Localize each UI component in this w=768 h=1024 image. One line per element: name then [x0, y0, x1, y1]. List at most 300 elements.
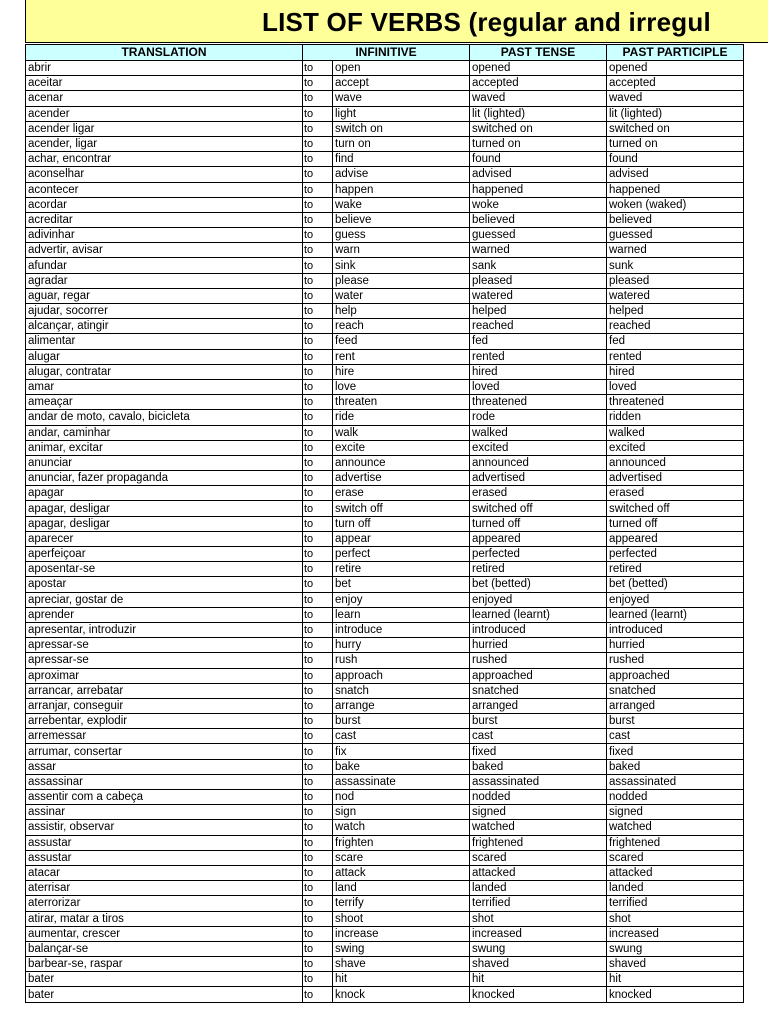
past-participle-cell: bet (betted) [607, 577, 744, 592]
past-tense-cell: rode [470, 410, 607, 425]
infinitive-cell: swing [333, 941, 470, 956]
to-cell: to [303, 516, 333, 531]
table-row [26, 273, 744, 288]
past-participle-cell: learned (learnt) [607, 607, 744, 622]
infinitive-cell: wake [333, 197, 470, 212]
table-row [26, 61, 744, 76]
to-cell: to [303, 364, 333, 379]
translation-cell: alugar, contratar [26, 364, 303, 379]
table-row [26, 972, 744, 987]
past-tense-cell: cast [470, 729, 607, 744]
to-cell: to [303, 607, 333, 622]
translation-cell: apagar [26, 486, 303, 501]
table-row [26, 941, 744, 956]
past-tense-cell: happened [470, 182, 607, 197]
past-tense-cell: approached [470, 668, 607, 683]
past-tense-cell: switched off [470, 501, 607, 516]
translation-cell: arrumar, consertar [26, 744, 303, 759]
infinitive-cell: retire [333, 562, 470, 577]
verbs-table [25, 44, 744, 1003]
to-cell: to [303, 106, 333, 121]
to-cell: to [303, 258, 333, 273]
to-cell: to [303, 319, 333, 334]
translation-cell: acender [26, 106, 303, 121]
past-participle-cell: scared [607, 850, 744, 865]
infinitive-cell: warn [333, 243, 470, 258]
past-participle-cell: knocked [607, 987, 744, 1002]
table-row [26, 865, 744, 880]
past-participle-cell: lit (lighted) [607, 106, 744, 121]
translation-cell: arranjar, conseguir [26, 698, 303, 713]
past-participle-cell: swung [607, 941, 744, 956]
to-cell: to [303, 972, 333, 987]
past-tense-cell: woke [470, 197, 607, 212]
translation-cell: acender, ligar [26, 136, 303, 151]
to-cell: to [303, 835, 333, 850]
past-tense-cell: helped [470, 304, 607, 319]
infinitive-cell: approach [333, 668, 470, 683]
past-participle-cell: introduced [607, 622, 744, 637]
table-row [26, 304, 744, 319]
past-participle-cell: excited [607, 440, 744, 455]
table-row [26, 653, 744, 668]
to-cell: to [303, 911, 333, 926]
past-tense-cell: erased [470, 486, 607, 501]
to-cell: to [303, 531, 333, 546]
table-row [26, 152, 744, 167]
infinitive-cell: excite [333, 440, 470, 455]
translation-cell: apreciar, gostar de [26, 592, 303, 607]
infinitive-cell: water [333, 288, 470, 303]
translation-cell: aconselhar [26, 167, 303, 182]
infinitive-cell: happen [333, 182, 470, 197]
translation-cell: alimentar [26, 334, 303, 349]
past-tense-cell: attacked [470, 865, 607, 880]
past-participle-cell: frightened [607, 835, 744, 850]
translation-cell: atirar, matar a tiros [26, 911, 303, 926]
table-row [26, 197, 744, 212]
verb-rows [26, 61, 744, 1003]
table-row [26, 501, 744, 516]
past-participle-cell: accepted [607, 76, 744, 91]
table-row [26, 562, 744, 577]
past-tense-cell: turned off [470, 516, 607, 531]
translation-cell: ajudar, socorrer [26, 304, 303, 319]
translation-cell: acreditar [26, 212, 303, 227]
table-row [26, 319, 744, 334]
infinitive-cell: learn [333, 607, 470, 622]
to-cell: to [303, 471, 333, 486]
past-tense-cell: excited [470, 440, 607, 455]
past-tense-cell: found [470, 152, 607, 167]
to-cell: to [303, 440, 333, 455]
to-cell: to [303, 486, 333, 501]
infinitive-cell: watch [333, 820, 470, 835]
table-row [26, 121, 744, 136]
infinitive-cell: advertise [333, 471, 470, 486]
past-participle-cell: arranged [607, 698, 744, 713]
past-tense-cell: knocked [470, 987, 607, 1002]
past-participle-cell: baked [607, 759, 744, 774]
past-participle-cell: fed [607, 334, 744, 349]
to-cell: to [303, 805, 333, 820]
past-participle-cell: appeared [607, 531, 744, 546]
translation-cell: alugar [26, 349, 303, 364]
to-cell: to [303, 425, 333, 440]
past-participle-cell: watered [607, 288, 744, 303]
past-tense-cell: watched [470, 820, 607, 835]
translation-cell: assustar [26, 850, 303, 865]
past-participle-cell: announced [607, 455, 744, 470]
table-row [26, 683, 744, 698]
past-tense-cell: shot [470, 911, 607, 926]
infinitive-cell: appear [333, 531, 470, 546]
past-participle-cell: ridden [607, 410, 744, 425]
to-cell: to [303, 957, 333, 972]
table-row [26, 622, 744, 637]
past-participle-cell: hit [607, 972, 744, 987]
past-participle-cell: erased [607, 486, 744, 501]
to-cell: to [303, 76, 333, 91]
infinitive-cell: bet [333, 577, 470, 592]
infinitive-cell: advise [333, 167, 470, 182]
table-row [26, 668, 744, 683]
header-past-participle: PAST PARTICIPLE [607, 45, 744, 61]
infinitive-cell: believe [333, 212, 470, 227]
past-tense-cell: hit [470, 972, 607, 987]
past-tense-cell: walked [470, 425, 607, 440]
past-tense-cell: switched on [470, 121, 607, 136]
past-participle-cell: nodded [607, 790, 744, 805]
table-row [26, 592, 744, 607]
table-row [26, 577, 744, 592]
past-tense-cell: loved [470, 379, 607, 394]
past-participle-cell: waved [607, 91, 744, 106]
table-row [26, 957, 744, 972]
table-row [26, 334, 744, 349]
to-cell: to [303, 759, 333, 774]
past-participle-cell: signed [607, 805, 744, 820]
to-cell: to [303, 121, 333, 136]
translation-cell: arrebentar, explodir [26, 714, 303, 729]
translation-cell: assentir com a cabeça [26, 790, 303, 805]
table-row [26, 76, 744, 91]
past-tense-cell: warned [470, 243, 607, 258]
past-tense-cell: retired [470, 562, 607, 577]
past-tense-cell: burst [470, 714, 607, 729]
to-cell: to [303, 379, 333, 394]
table-row [26, 212, 744, 227]
to-cell: to [303, 881, 333, 896]
table-row [26, 850, 744, 865]
infinitive-cell: rush [333, 653, 470, 668]
table-row [26, 926, 744, 941]
past-participle-cell: loved [607, 379, 744, 394]
table-row [26, 744, 744, 759]
translation-cell: bater [26, 972, 303, 987]
to-cell: to [303, 212, 333, 227]
translation-cell: aceitar [26, 76, 303, 91]
past-participle-cell: approached [607, 668, 744, 683]
past-tense-cell: lit (lighted) [470, 106, 607, 121]
to-cell: to [303, 698, 333, 713]
infinitive-cell: erase [333, 486, 470, 501]
past-participle-cell: helped [607, 304, 744, 319]
past-participle-cell: hurried [607, 638, 744, 653]
translation-cell: alcançar, atingir [26, 319, 303, 334]
translation-cell: barbear-se, raspar [26, 957, 303, 972]
translation-cell: acordar [26, 197, 303, 212]
past-tense-cell: appeared [470, 531, 607, 546]
past-tense-cell: advised [470, 167, 607, 182]
infinitive-cell: land [333, 881, 470, 896]
translation-cell: amar [26, 379, 303, 394]
translation-cell: aperfeiçoar [26, 547, 303, 562]
table-row [26, 167, 744, 182]
past-tense-cell: shaved [470, 957, 607, 972]
table-row [26, 805, 744, 820]
translation-cell: apostar [26, 577, 303, 592]
page-title: LIST OF VERBS (regular and irregul [262, 7, 711, 37]
header-translation: TRANSLATION [26, 45, 303, 61]
infinitive-cell: snatch [333, 683, 470, 698]
past-tense-cell: hurried [470, 638, 607, 653]
past-tense-cell: assassinated [470, 774, 607, 789]
past-participle-cell: threatened [607, 395, 744, 410]
past-participle-cell: advised [607, 167, 744, 182]
to-cell: to [303, 61, 333, 76]
past-tense-cell: fixed [470, 744, 607, 759]
to-cell: to [303, 714, 333, 729]
past-participle-cell: rented [607, 349, 744, 364]
infinitive-cell: guess [333, 228, 470, 243]
to-cell: to [303, 228, 333, 243]
past-tense-cell: reached [470, 319, 607, 334]
table-row [26, 714, 744, 729]
to-cell: to [303, 790, 333, 805]
infinitive-cell: introduce [333, 622, 470, 637]
translation-cell: assustar [26, 835, 303, 850]
past-participle-cell: snatched [607, 683, 744, 698]
table-row [26, 896, 744, 911]
table-row [26, 91, 744, 106]
infinitive-cell: shave [333, 957, 470, 972]
past-tense-cell: threatened [470, 395, 607, 410]
table-row [26, 607, 744, 622]
past-tense-cell: perfected [470, 547, 607, 562]
translation-cell: aparecer [26, 531, 303, 546]
translation-cell: acender ligar [26, 121, 303, 136]
to-cell: to [303, 243, 333, 258]
translation-cell: advertir, avisar [26, 243, 303, 258]
translation-cell: achar, encontrar [26, 152, 303, 167]
translation-cell: apresentar, introduzir [26, 622, 303, 637]
translation-cell: aprender [26, 607, 303, 622]
to-cell: to [303, 987, 333, 1002]
table-row [26, 258, 744, 273]
translation-cell: apagar, desligar [26, 516, 303, 531]
header-infinitive: INFINITIVE [303, 45, 470, 61]
translation-cell: apressar-se [26, 653, 303, 668]
table-row [26, 638, 744, 653]
to-cell: to [303, 592, 333, 607]
translation-cell: ameaçar [26, 395, 303, 410]
past-participle-cell: shaved [607, 957, 744, 972]
past-participle-cell: found [607, 152, 744, 167]
translation-cell: assistir, observar [26, 820, 303, 835]
infinitive-cell: hit [333, 972, 470, 987]
translation-cell: acontecer [26, 182, 303, 197]
translation-cell: animar, excitar [26, 440, 303, 455]
table-row [26, 364, 744, 379]
past-participle-cell: warned [607, 243, 744, 258]
to-cell: to [303, 334, 333, 349]
infinitive-cell: help [333, 304, 470, 319]
past-tense-cell: signed [470, 805, 607, 820]
to-cell: to [303, 683, 333, 698]
infinitive-cell: ride [333, 410, 470, 425]
past-tense-cell: fed [470, 334, 607, 349]
to-cell: to [303, 395, 333, 410]
infinitive-cell: nod [333, 790, 470, 805]
infinitive-cell: burst [333, 714, 470, 729]
infinitive-cell: switch off [333, 501, 470, 516]
translation-cell: adivinhar [26, 228, 303, 243]
table-row [26, 835, 744, 850]
to-cell: to [303, 744, 333, 759]
past-tense-cell: swung [470, 941, 607, 956]
past-participle-cell: switched on [607, 121, 744, 136]
infinitive-cell: switch on [333, 121, 470, 136]
to-cell: to [303, 729, 333, 744]
past-tense-cell: increased [470, 926, 607, 941]
translation-cell: apagar, desligar [26, 501, 303, 516]
to-cell: to [303, 653, 333, 668]
infinitive-cell: walk [333, 425, 470, 440]
past-tense-cell: baked [470, 759, 607, 774]
infinitive-cell: hire [333, 364, 470, 379]
translation-cell: assinar [26, 805, 303, 820]
past-participle-cell: turned off [607, 516, 744, 531]
table-row [26, 440, 744, 455]
past-participle-cell: pleased [607, 273, 744, 288]
infinitive-cell: bake [333, 759, 470, 774]
to-cell: to [303, 896, 333, 911]
past-participle-cell: retired [607, 562, 744, 577]
past-participle-cell: increased [607, 926, 744, 941]
past-participle-cell: turned on [607, 136, 744, 151]
translation-cell: assassinar [26, 774, 303, 789]
table-row [26, 987, 744, 1002]
infinitive-cell: wave [333, 91, 470, 106]
past-tense-cell: arranged [470, 698, 607, 713]
table-row [26, 790, 744, 805]
infinitive-cell: threaten [333, 395, 470, 410]
table-row [26, 182, 744, 197]
to-cell: to [303, 638, 333, 653]
past-tense-cell: accepted [470, 76, 607, 91]
translation-cell: aguar, regar [26, 288, 303, 303]
past-participle-cell: attacked [607, 865, 744, 880]
past-tense-cell: terrified [470, 896, 607, 911]
to-cell: to [303, 926, 333, 941]
translation-cell: aproximar [26, 668, 303, 683]
to-cell: to [303, 136, 333, 151]
past-tense-cell: rented [470, 349, 607, 364]
past-tense-cell: believed [470, 212, 607, 227]
to-cell: to [303, 455, 333, 470]
infinitive-cell: arrange [333, 698, 470, 713]
past-tense-cell: nodded [470, 790, 607, 805]
infinitive-cell: turn off [333, 516, 470, 531]
table-row [26, 379, 744, 394]
infinitive-cell: cast [333, 729, 470, 744]
table-row [26, 136, 744, 151]
past-tense-cell: sank [470, 258, 607, 273]
translation-cell: arremessar [26, 729, 303, 744]
table-row [26, 881, 744, 896]
past-participle-cell: guessed [607, 228, 744, 243]
past-tense-cell: bet (betted) [470, 577, 607, 592]
past-participle-cell: shot [607, 911, 744, 926]
past-participle-cell: rushed [607, 653, 744, 668]
past-participle-cell: woken (waked) [607, 197, 744, 212]
translation-cell: aterrorizar [26, 896, 303, 911]
translation-cell: agradar [26, 273, 303, 288]
to-cell: to [303, 91, 333, 106]
past-participle-cell: terrified [607, 896, 744, 911]
translation-cell: aposentar-se [26, 562, 303, 577]
infinitive-cell: reach [333, 319, 470, 334]
table-row [26, 228, 744, 243]
to-cell: to [303, 577, 333, 592]
header-past-tense: PAST TENSE [470, 45, 607, 61]
to-cell: to [303, 182, 333, 197]
to-cell: to [303, 410, 333, 425]
past-tense-cell: learned (learnt) [470, 607, 607, 622]
translation-cell: atacar [26, 865, 303, 880]
table-row [26, 729, 744, 744]
infinitive-cell: find [333, 152, 470, 167]
past-participle-cell: cast [607, 729, 744, 744]
infinitive-cell: open [333, 61, 470, 76]
infinitive-cell: knock [333, 987, 470, 1002]
infinitive-cell: turn on [333, 136, 470, 151]
infinitive-cell: please [333, 273, 470, 288]
translation-cell: andar de moto, cavalo, bicicleta [26, 410, 303, 425]
to-cell: to [303, 774, 333, 789]
translation-cell: acenar [26, 91, 303, 106]
to-cell: to [303, 288, 333, 303]
past-participle-cell: watched [607, 820, 744, 835]
translation-cell: aumentar, crescer [26, 926, 303, 941]
translation-cell: anunciar, fazer propaganda [26, 471, 303, 486]
infinitive-cell: announce [333, 455, 470, 470]
table-row [26, 774, 744, 789]
past-tense-cell: advertised [470, 471, 607, 486]
past-tense-cell: scared [470, 850, 607, 865]
past-participle-cell: landed [607, 881, 744, 896]
past-participle-cell: burst [607, 714, 744, 729]
past-tense-cell: waved [470, 91, 607, 106]
past-participle-cell: believed [607, 212, 744, 227]
past-participle-cell: happened [607, 182, 744, 197]
infinitive-cell: love [333, 379, 470, 394]
table-row [26, 106, 744, 121]
table-row [26, 698, 744, 713]
to-cell: to [303, 349, 333, 364]
table-row [26, 395, 744, 410]
